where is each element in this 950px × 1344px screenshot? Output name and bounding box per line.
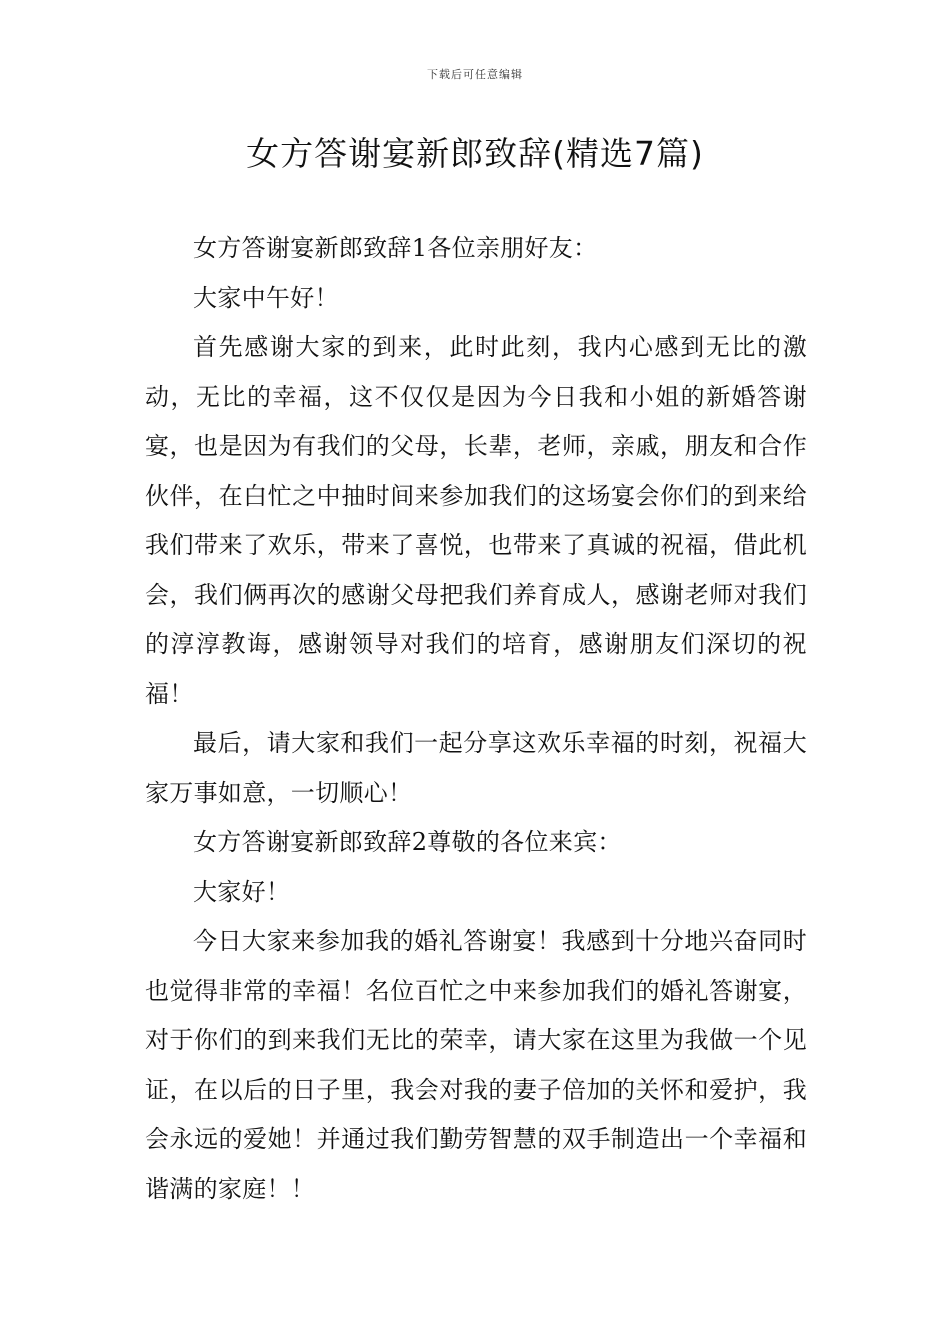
header-note: 下载后可任意编辑 [427, 68, 523, 81]
paragraph: 首先感谢大家的到来，此时此刻，我内心感到无比的激动，无比的幸福，这不仅仅是因为今日我和小姐的新婚答谢宴，也是因为有我们的父母，长辈，老师，亲戚，朋友和合作伙伴，在白忙之中抽时间来参加我们的这场宴会你们的到来给我们带来了欢乐，带来了喜悦，也带来了真诚的祝福，借此机会，我们俩再次的感谢父母把我们养育成人，感谢老师对我们的淳淳教诲，感谢领导对我们的培育，感谢朋友们深切的祝福！ [145, 333, 807, 708]
document-title: 女方答谢宴新郎致辞(精选7篇) [246, 134, 704, 173]
paragraph: 女方答谢宴新郎致辞1各位亲朋好友： [193, 234, 598, 262]
paragraph: 女方答谢宴新郎致辞2尊敬的各位来宾： [193, 828, 622, 856]
paragraph: 今日大家来参加我的婚礼答谢宴！我感到十分地兴奋同时也觉得非常的幸福！名位百忙之中来参加我们的婚礼答谢宴，对于你们的到来我们无比的荣幸，请大家在这里为我做一个见证，在以后的日子里，我会对我的妻子倍加的关怀和爱护，我会永远的爱她！并通过我们勤劳智慧的双手制造出一个幸福和谐满的家庭！！ [145, 927, 807, 1203]
paragraph: 大家好！ [193, 877, 291, 906]
document-body [145, 224, 807, 1214]
paragraph: 大家中午好！ [193, 283, 339, 312]
paragraph: 最后，请大家和我们一起分享这欢乐幸福的时刻，祝福大家万事如意，一切顺心！ [145, 729, 807, 807]
